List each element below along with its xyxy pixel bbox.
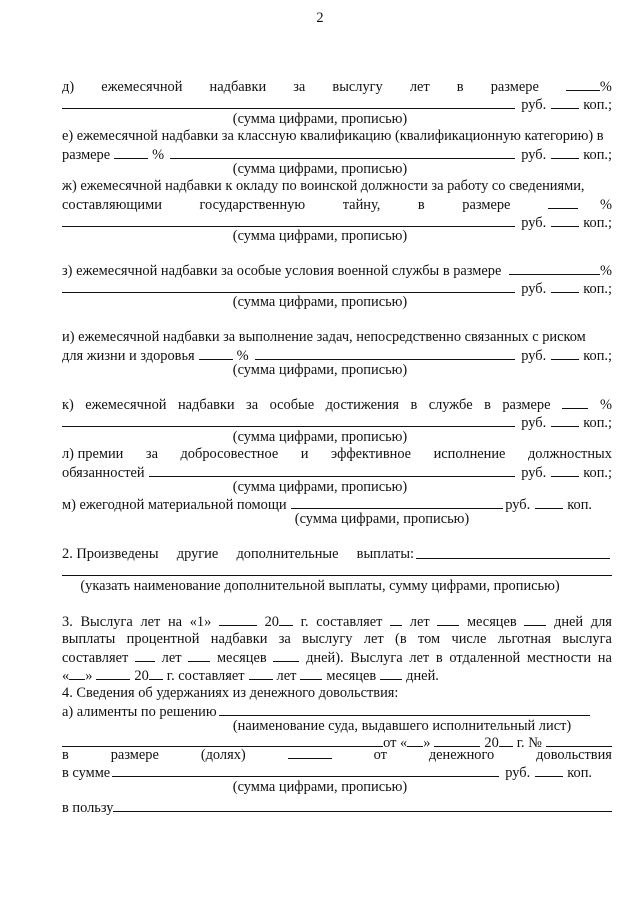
text: добросовестное (180, 446, 279, 462)
text: руб. (521, 415, 547, 431)
text: % (600, 263, 612, 279)
court-decision-blank[interactable] (219, 702, 590, 716)
text: за (246, 397, 259, 413)
text: % (152, 147, 165, 163)
item-i-line1: и) ежемесячной надбавки за выполнение задач, непосредственно связанных с риском (62, 329, 586, 345)
text: д) (62, 79, 75, 95)
kop-blank[interactable] (551, 346, 579, 360)
text: 20 (484, 735, 499, 751)
text: государственную (199, 197, 306, 213)
text: надбавки (177, 397, 235, 413)
days-blank[interactable] (524, 612, 546, 626)
text: процентной (126, 631, 200, 647)
kop-blank[interactable] (535, 495, 563, 509)
months-blank[interactable] (437, 612, 459, 626)
text: в (456, 79, 464, 95)
text: том (417, 631, 441, 647)
caption-sum: (сумма цифрами, прописью) (232, 779, 408, 795)
amount-blank[interactable] (62, 95, 515, 109)
months-blank[interactable] (188, 648, 210, 662)
text: » (423, 735, 431, 751)
text: от (373, 747, 387, 763)
years-blank[interactable] (249, 666, 273, 680)
text: числе (451, 631, 487, 647)
text: составляет (62, 650, 129, 666)
text: коп.; (583, 215, 612, 231)
kop-blank[interactable] (551, 463, 579, 477)
text: лет (409, 650, 430, 666)
text: лет (409, 614, 430, 630)
section3-line2 (62, 630, 612, 648)
text: лет (363, 631, 384, 647)
text: размере (110, 747, 159, 763)
text: месяцев (326, 668, 377, 684)
text: дней (554, 614, 584, 630)
text: лет (409, 79, 430, 95)
text: тайну, (342, 197, 381, 213)
text: Выслуга (80, 614, 133, 630)
text: а) алименты по решению (62, 704, 217, 720)
page-number: 2 (316, 10, 324, 26)
item-e-line1: е) ежемесячной надбавки за классную квалификацию (квалификационную категорию) в (62, 128, 604, 144)
percent-blank[interactable] (199, 346, 233, 360)
text: исполнение (433, 446, 506, 462)
text: в (417, 197, 425, 213)
year-blank[interactable] (149, 666, 163, 680)
section4-share-line (62, 745, 612, 763)
section3-line3 (62, 648, 612, 666)
text: лет (140, 614, 161, 630)
text: ежемесячной (85, 397, 167, 413)
kop-blank[interactable] (551, 413, 579, 427)
day-blank[interactable] (69, 666, 85, 680)
kop-blank[interactable] (551, 95, 579, 109)
text: коп.; (583, 415, 612, 431)
item-k-line1 (62, 395, 612, 413)
text: % (600, 197, 612, 213)
text: выплаты: (356, 546, 414, 562)
text: службе (428, 397, 473, 413)
text: выплаты (62, 631, 116, 647)
text: коп. (567, 765, 592, 781)
text: % (599, 79, 612, 95)
text: в (410, 397, 418, 413)
text: руб. (505, 765, 531, 781)
text: надбавки (210, 631, 268, 647)
text: 3. (62, 614, 73, 630)
caption-sum: (сумма цифрами, прописью) (232, 228, 408, 244)
text: » (85, 668, 93, 684)
text: 20 (134, 668, 149, 684)
text: местности (526, 650, 592, 666)
text: от « (383, 735, 408, 751)
text: дополнительные (236, 546, 339, 562)
month-blank[interactable] (219, 612, 257, 626)
amount-blank[interactable] (255, 346, 516, 360)
kop-blank[interactable] (551, 279, 579, 293)
text: руб. (521, 465, 547, 481)
text: коп.; (583, 147, 612, 163)
text: размере (462, 197, 511, 213)
amount-blank[interactable] (149, 463, 516, 477)
text: месяцев (466, 614, 517, 630)
text: достижения (325, 397, 399, 413)
text: размере (502, 397, 551, 413)
section3-line4 (62, 666, 612, 684)
text: в сумме (62, 765, 111, 781)
kop-blank[interactable] (535, 763, 563, 777)
kop-blank[interactable] (551, 145, 579, 159)
text: лет (276, 668, 297, 684)
text: ежемесячной (101, 79, 183, 95)
text: размере (490, 79, 539, 95)
text: выслугу (302, 631, 353, 647)
text: руб. (521, 281, 547, 297)
item-zh-line1: ж) ежемесячной надбавки к окладу по воинской должности за работу со сведениями, (62, 178, 585, 194)
text: и (300, 446, 309, 462)
days-blank[interactable] (273, 648, 299, 662)
text: 2. Произведены (62, 546, 159, 562)
text: г. (300, 614, 309, 630)
text: з) ежемесячной надбавки за особые условия военной службы в размере (62, 263, 502, 279)
text: на (167, 614, 183, 630)
amount-blank[interactable] (291, 495, 504, 509)
other-payments-blank[interactable] (416, 558, 610, 559)
text: составляет (316, 614, 383, 630)
caption-sum: (сумма цифрами, прописью) (294, 511, 470, 527)
share-blank[interactable] (288, 745, 332, 759)
amount-blank[interactable] (112, 763, 499, 777)
text: надбавки (209, 79, 267, 95)
kop-blank[interactable] (551, 213, 579, 227)
text: дней. (406, 668, 439, 684)
section2-line1 (62, 545, 612, 563)
text: коп.; (583, 465, 612, 481)
caption-sum: (сумма цифрами, прописью) (232, 294, 408, 310)
text: в пользу (62, 800, 114, 816)
text: коп.; (583, 348, 612, 364)
item-l-line1 (62, 445, 612, 463)
text: г. составляет (166, 668, 245, 684)
text: руб. (505, 497, 531, 513)
text: для жизни и здоровья (62, 348, 195, 364)
text: к) (62, 397, 74, 413)
text: для (590, 614, 612, 630)
year-blank[interactable] (279, 612, 293, 626)
caption-sum: (сумма цифрами, прописью) (232, 429, 408, 445)
text: выслуга (562, 631, 612, 647)
caption-court: (наименование суда, выдавшего исполнительный лист) (232, 718, 572, 734)
percent-blank[interactable] (548, 195, 578, 209)
amount-blank[interactable] (62, 279, 515, 293)
text: в (435, 650, 443, 666)
days-blank[interactable] (380, 666, 402, 680)
percent-blank[interactable] (562, 395, 588, 409)
text: за (278, 631, 291, 647)
text: дней). (306, 650, 344, 666)
text: коп.; (583, 281, 612, 297)
text: « (62, 668, 70, 684)
caption-other-payments: (указать наименование дополнительной выплаты, сумму цифрами, прописью) (80, 578, 560, 594)
percent-blank[interactable] (509, 261, 600, 275)
text: коп.; (583, 97, 612, 113)
item-zh-line2 (62, 195, 612, 213)
text: л) премии (62, 446, 124, 462)
text: месяцев (216, 650, 267, 666)
caption-sum: (сумма цифрами, прописью) (232, 111, 408, 127)
text: (в (395, 631, 407, 647)
text: обязанностей (62, 465, 145, 481)
text: льготная (497, 631, 552, 647)
text: другие (176, 546, 219, 562)
text: руб. (521, 348, 547, 364)
text: довольствия (536, 747, 612, 763)
text: должностных (527, 446, 612, 462)
text: за (145, 446, 158, 462)
text: % (236, 348, 249, 364)
other-payments-blank-2[interactable] (62, 575, 612, 576)
text: м) ежегодной материальной помощи (62, 497, 287, 513)
text: руб. (521, 215, 547, 231)
text: г. № (516, 735, 542, 751)
item-z-line1 (62, 261, 612, 279)
text: в (62, 747, 69, 763)
amount-blank[interactable] (62, 213, 515, 227)
caption-sum: (сумма цифрами, прописью) (232, 161, 408, 177)
years-blank[interactable] (135, 648, 155, 662)
text: на (597, 650, 612, 666)
section4-title: 4. Сведения об удержаниях из денежного довольствия: (62, 685, 399, 701)
percent-blank[interactable] (566, 77, 600, 91)
text: Выслуга (350, 650, 403, 666)
text: за (293, 79, 306, 95)
text: выслугу (332, 79, 383, 95)
text: денежного (428, 747, 495, 763)
item-d-line1 (62, 77, 612, 95)
percent-blank[interactable] (114, 145, 148, 159)
text: руб. (521, 147, 547, 163)
section3-line1 (62, 612, 612, 630)
text: коп. (567, 497, 592, 513)
text: лет (161, 650, 182, 666)
text: отдаленной (449, 650, 521, 666)
years-blank[interactable] (390, 612, 402, 626)
text: «1» (189, 614, 212, 630)
text: размере (62, 147, 111, 163)
text: составляющими (62, 197, 162, 213)
month-blank[interactable] (96, 666, 130, 680)
months-blank[interactable] (300, 666, 322, 680)
section4-favor-line (62, 798, 612, 816)
text: особые (269, 397, 315, 413)
amount-blank[interactable] (62, 413, 515, 427)
text: (долях) (200, 747, 246, 763)
text: % (599, 397, 612, 413)
text: 20 (264, 614, 279, 630)
caption-sum: (сумма цифрами, прописью) (232, 362, 408, 378)
text: в (484, 397, 491, 413)
caption-sum: (сумма цифрами, прописью) (232, 479, 408, 495)
text: руб. (521, 97, 547, 113)
recipient-blank[interactable] (113, 798, 612, 812)
amount-blank[interactable] (170, 145, 515, 159)
text: эффективное (330, 446, 412, 462)
